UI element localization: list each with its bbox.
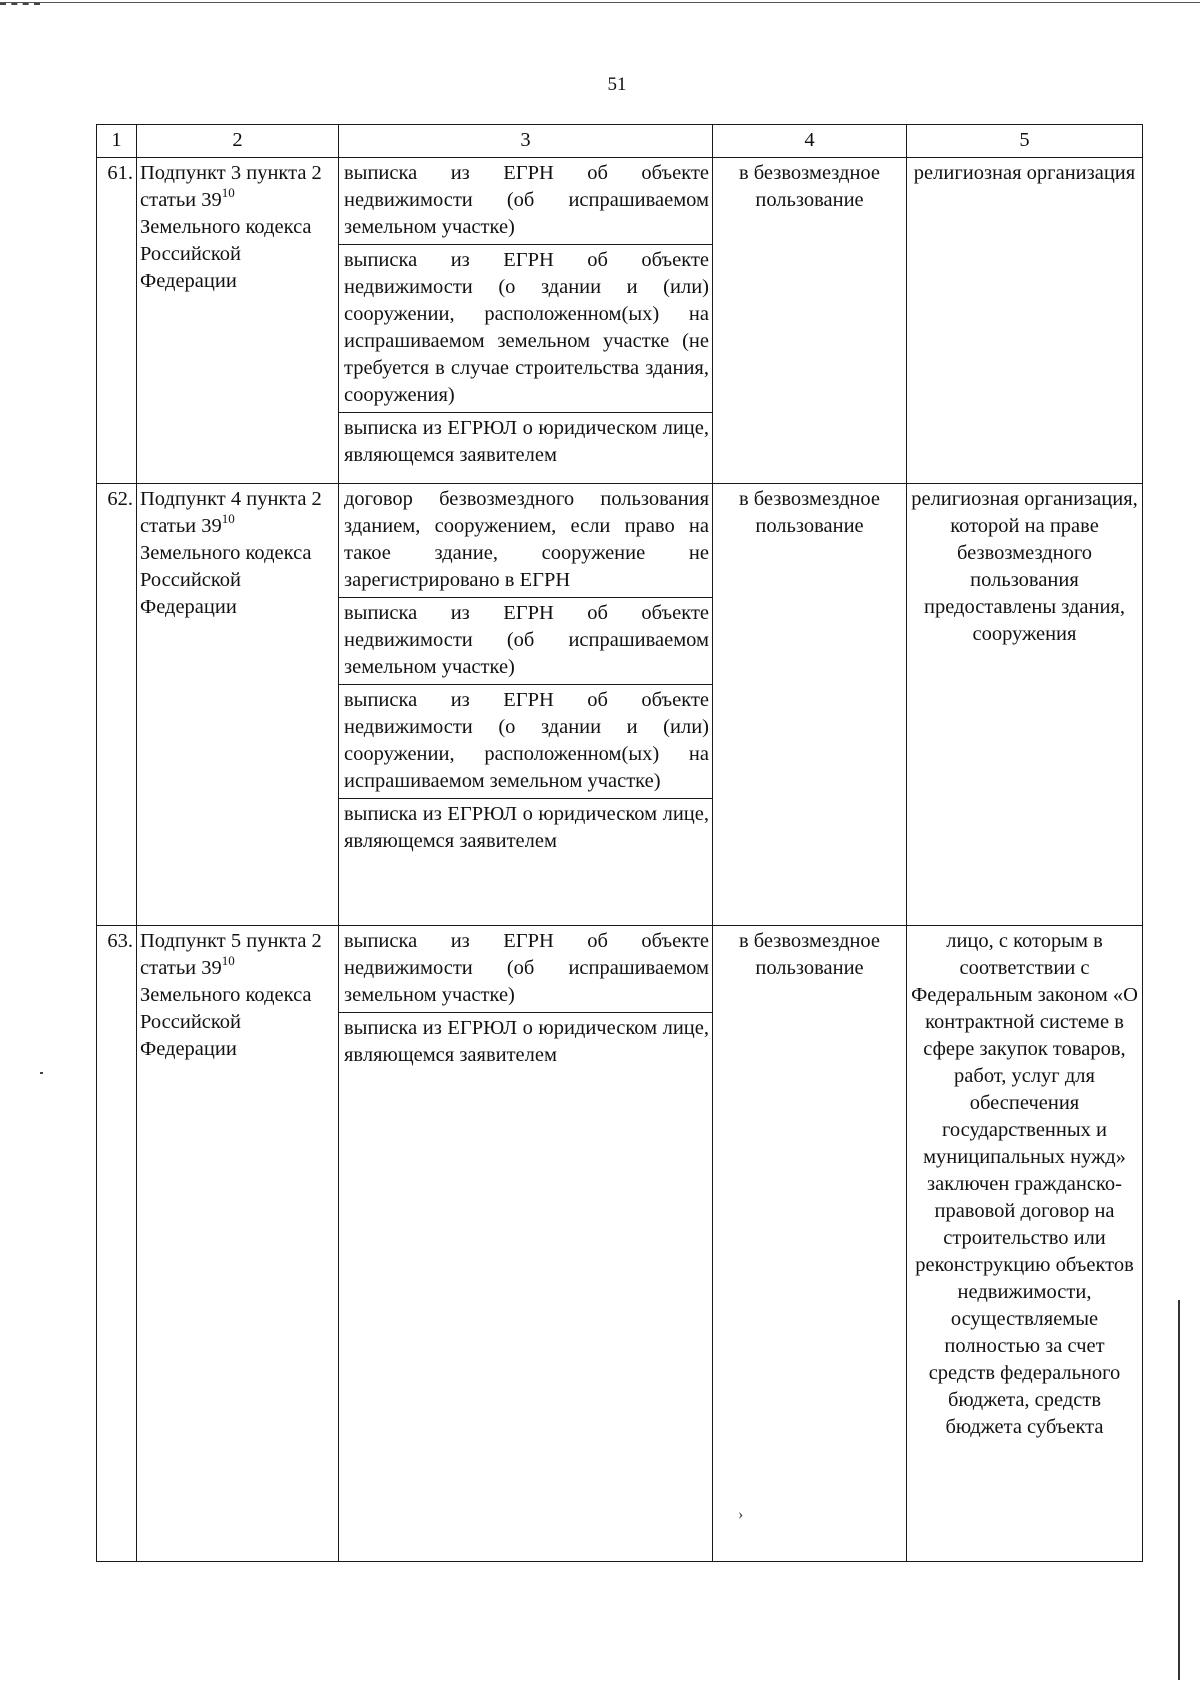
- document-item: договор безвозмездного пользования зданием, сооружением, если право на такое здание, сооружение не зарегистрировано в ЕГРН: [339, 484, 712, 598]
- stray-pen-mark: ›: [738, 1506, 744, 1523]
- header-cell-1: 1: [97, 125, 137, 158]
- document-item: выписка из ЕГРН об объекте недвижимости (об испрашиваемом земельном участке): [339, 926, 712, 1013]
- required-documents: [339, 926, 713, 1562]
- document-item: выписка из ЕГРН об объекте недвижимости (об испрашиваемом земельном участке): [339, 158, 712, 245]
- scan-edge-line: [0, 2, 1200, 7]
- right-type: в безвозмездное пользование: [713, 158, 907, 484]
- scan-edge-dash: [0, 3, 40, 5]
- row-number: 62.: [97, 484, 137, 926]
- legal-basis-main: Подпункт 3 пункта 2 статьи 39: [140, 162, 322, 211]
- table-row: [97, 158, 1143, 484]
- scan-edge-vertical-line: [1178, 1300, 1180, 1680]
- legal-basis: [137, 484, 339, 926]
- header-cell-4: 4: [713, 125, 907, 158]
- legal-basis-tail: Земельного кодекса Российской Федерации: [140, 542, 312, 618]
- documents-table: [96, 124, 1143, 1562]
- legal-basis-tail: Земельного кодекса Российской Федерации: [140, 984, 312, 1060]
- header-cell-5: 5: [907, 125, 1143, 158]
- legal-basis-superscript: 10: [221, 511, 235, 527]
- legal-basis: [137, 158, 339, 484]
- document-item: выписка из ЕГРН об объекте недвижимости (об испрашиваемом земельном участке): [339, 598, 712, 685]
- page-number: 51: [607, 74, 627, 95]
- document-item: выписка из ЕГРЮЛ о юридическом лице, являющемся заявителем: [344, 803, 709, 852]
- header-row: [97, 125, 1143, 158]
- applicant: религиозная организация: [907, 158, 1143, 484]
- right-type: в безвозмездное пользование: [713, 926, 907, 1562]
- scan-speck: [40, 1072, 43, 1074]
- legal-basis-superscript: 10: [221, 953, 235, 969]
- required-documents: [339, 158, 713, 484]
- applicant: лицо, с которым в соответствии с Федеральным законом «О контрактной системе в сфере закупок товаров, работ, услуг для обеспечения государственных и муниципальных нужд» заключен гражданско-правовой договор на строительство или реконструкцию объектов недвижимости, осуществляемые полностью за счет средств федерального бюджета, средств бюджета субъекта: [907, 926, 1143, 1562]
- right-type: в безвозмездное пользование: [713, 484, 907, 926]
- applicant: религиозная организация, которой на праве безвозмездного пользования предоставлены здания, сооружения: [907, 484, 1143, 926]
- legal-basis: [137, 926, 339, 1562]
- legal-basis-main: Подпункт 4 пункта 2 статьи 39: [140, 488, 322, 537]
- header-cell-2: 2: [137, 125, 339, 158]
- header-cell-3: 3: [339, 125, 713, 158]
- document-item: выписка из ЕГРН об объекте недвижимости (о здании и (или) сооружении, расположенном(ых) на испрашиваемом земельном участке (не требуется в случае строительства здания, сооружения): [339, 245, 712, 413]
- row-number: 63.: [97, 926, 137, 1562]
- document-item: выписка из ЕГРН об объекте недвижимости (о здании и (или) сооружении, расположенном(ых) на испрашиваемом земельном участке): [339, 685, 712, 799]
- legal-basis-superscript: 10: [221, 185, 235, 201]
- document-item: выписка из ЕГРЮЛ о юридическом лице, являющемся заявителем: [344, 1017, 709, 1066]
- required-documents: [339, 484, 713, 926]
- row-number: 61.: [97, 158, 137, 484]
- table-row: [97, 926, 1143, 1562]
- legal-basis-tail: Земельного кодекса Российской Федерации: [140, 216, 312, 292]
- legal-basis-main: Подпункт 5 пункта 2 статьи 39: [140, 930, 322, 979]
- table-row: [97, 484, 1143, 926]
- document-item: выписка из ЕГРЮЛ о юридическом лице, являющемся заявителем: [344, 417, 709, 466]
